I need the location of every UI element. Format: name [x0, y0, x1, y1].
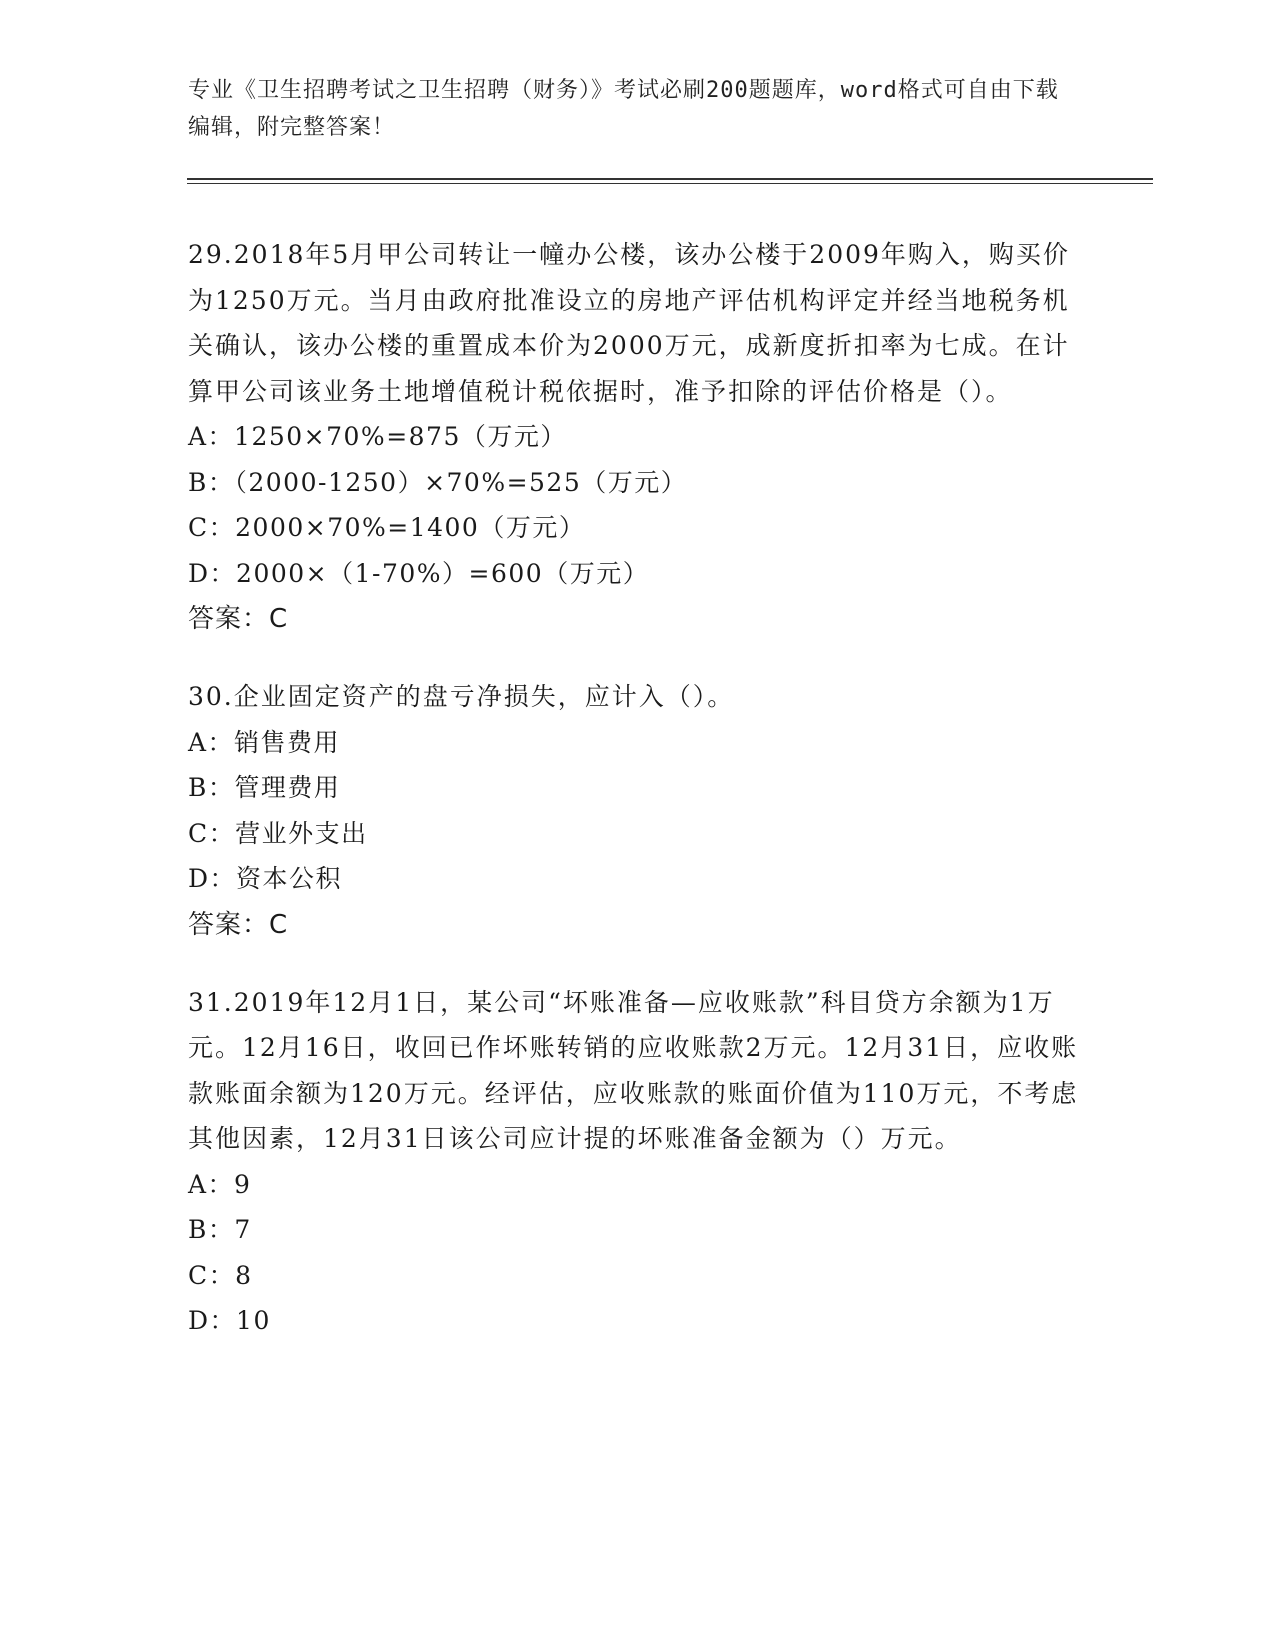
option-a: A：1250×70%=875（万元） [188, 422, 567, 451]
option-b: B：7 [188, 1215, 252, 1244]
option-b: B：管理费用 [188, 773, 341, 802]
option-c: C：营业外支出 [188, 818, 368, 848]
option-c: C：2000×70%=1400（万元） [188, 513, 586, 542]
question-31 [188, 980, 1088, 1344]
question-stem: 31.2019年12月1日，某公司“坏账准备—应收账款”科目贷方余额为1万元。12月16日，收回已作坏账转销的应收账款2万元。12月31日，应收账款账面余额为120万元。经评估，应收账款的账面价值为110万元，不考虑其他因素，12月31日该公司应计提的坏账准备金额为（）万元。 [188, 987, 1079, 1153]
question-list [188, 232, 1088, 1376]
option-d: D：2000×（1-70%）=600（万元） [188, 558, 650, 588]
answer-line: 答案：C [188, 604, 289, 634]
option-c: C：8 [188, 1260, 253, 1290]
option-d: D：10 [188, 1306, 271, 1335]
question-30 [188, 674, 1088, 948]
option-a: A：销售费用 [188, 727, 341, 757]
question-stem: 30.企业固定资产的盘亏净损失，应计入（）。 [188, 682, 735, 711]
option-a: A：9 [188, 1169, 252, 1199]
question-stem: 29.2018年5月甲公司转让一幢办公楼，该办公楼于2009年购入，购买价为1250万元。当月由政府批准设立的房地产评估机构评定并经当地税务机关确认，该办公楼的重置成本价为2000万元，成新度折扣率为七成。在计算甲公司该业务土地增值税计税依据时，准予扣除的评估价格是（）。 [188, 240, 1070, 406]
option-b: B：（2000-1250）×70%=525（万元） [188, 467, 688, 497]
answer-line: 答案：C [188, 909, 289, 940]
document-header: 专业《卫生招聘考试之卫生招聘（财务）》考试必刷200题题库，word格式可自由下载编辑，附完整答案！ [188, 78, 1059, 140]
question-29 [188, 232, 1088, 642]
header-divider [187, 178, 1153, 180]
option-d: D：资本公积 [188, 864, 343, 893]
header-divider-thin [187, 183, 1153, 184]
